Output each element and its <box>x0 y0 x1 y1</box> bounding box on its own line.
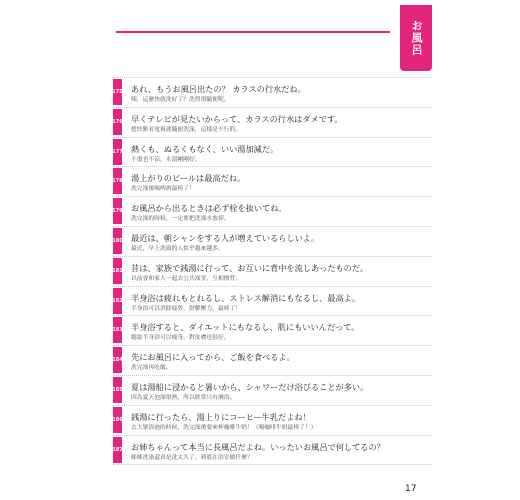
header-rule <box>116 31 390 33</box>
phrase-number: 177 <box>113 139 122 165</box>
phrase-translation: 最近，早上洗頭的人似乎越來越多。 <box>131 245 224 252</box>
phrase-row <box>113 346 431 376</box>
phrase-number: 181 <box>113 258 122 284</box>
phrase-translation: 洗完澡再吃飯。 <box>131 365 172 372</box>
phrase-japanese: 昔は、家族で銭湯に行って、お互いに背中を流しあったものだ。 <box>131 262 369 273</box>
phrase-japanese: お姉ちゃんって本当に長風呂だよね。いったいお風呂で何してるの？ <box>131 441 385 452</box>
phrase-translation: 聽說半身浴可以瘦身，對皮膚也很好。 <box>131 335 230 342</box>
phrase-japanese: 半身浴すると、ダイエットにもなるし、肌にもいいんだって。 <box>131 322 360 333</box>
phrase-translation: 咦，這麼快就洗好了？洗得很隨便呢。 <box>131 97 230 103</box>
phrase-row <box>113 257 431 287</box>
phrase-translation: 姊姊洗澡還真是洗太久了，到底在浴室做什麼？ <box>131 454 253 461</box>
phrase-japanese: 熱くも、ぬるくもなく、いい湯加減だ。 <box>131 143 279 154</box>
phrase-number: 187 <box>113 437 122 463</box>
phrase-number: 176 <box>113 109 122 135</box>
phrase-translation: 去大眾浴池的時候，洗完澡後要來杯咖啡牛奶！（喝咖啡牛奶最棒了！） <box>131 424 317 431</box>
phrase-translation: 不燙也不涼，水溫剛剛好。 <box>131 156 201 163</box>
phrase-japanese: 夏は湯船に浸かると暑いから、シャワーだけ浴びることが多い。 <box>131 381 369 392</box>
phrase-row <box>113 78 431 108</box>
phrase-row <box>113 436 431 466</box>
phrase-number: 182 <box>113 288 122 314</box>
phrase-translation: 因為夏天泡澡很熱，所以經常只有淋浴。 <box>131 394 236 401</box>
phrase-row <box>113 227 431 257</box>
phrase-number: 179 <box>113 198 122 224</box>
phrase-translation: 洗完澡後喝啤酒最棒了！ <box>131 186 195 193</box>
phrase-translation: 洗完澡的時候，一定要把洗澡水放掉。 <box>131 216 230 223</box>
phrase-japanese: 最近は、朝シャンをする人が増えているらしいよ。 <box>131 232 320 243</box>
phrase-number: 178 <box>113 168 122 194</box>
phrase-row <box>113 197 431 227</box>
phrase-translation: 以前會和家人一起去公共澡堂，互相擦背。 <box>131 275 242 282</box>
section-tab: お風呂 <box>400 5 432 71</box>
phrase-japanese: あれ、もうお風呂出たの？ カラスの行水だね。 <box>131 84 306 94</box>
phrase-translation: 想快點看電視就隨便洗澡，這樣是不行的。 <box>131 126 242 133</box>
phrase-japanese: 銭湯に行ったら、湯上りにコーヒー牛乳だよね！ <box>131 411 311 422</box>
phrase-row <box>113 406 431 436</box>
phrase-japanese: お風呂から出るときは必ず栓を抜いてね。 <box>131 203 287 214</box>
phrase-number: 184 <box>113 347 122 373</box>
phrase-row <box>113 167 431 197</box>
phrase-list <box>113 77 431 465</box>
phrase-japanese: 半身浴は疲れもとれるし、ストレス解消にもなるし、最高よ。 <box>131 292 361 303</box>
page-number: 17 <box>405 484 417 494</box>
phrase-translation: 半身浴可以消除疲勞，舒解壓力，最棒了！ <box>131 305 242 312</box>
phrase-number: 180 <box>113 228 122 254</box>
phrase-row <box>113 108 431 138</box>
phrase-japanese: 早くテレビが見たいからって、カラスの行水はダメです。 <box>131 113 343 124</box>
phrase-row <box>113 316 431 346</box>
phrase-japanese: 先にお風呂に入ってから、ご飯を食べるよ。 <box>131 352 295 363</box>
phrase-number: 183 <box>113 317 122 343</box>
phrase-number: 186 <box>113 407 122 433</box>
phrase-row <box>113 138 431 168</box>
phrase-row <box>113 376 431 406</box>
phrase-number: 175 <box>113 79 122 105</box>
phrase-number: 185 <box>113 377 122 403</box>
phrase-japanese: 湯上がりのビールは最高だね。 <box>131 173 246 184</box>
phrase-row <box>113 287 431 317</box>
